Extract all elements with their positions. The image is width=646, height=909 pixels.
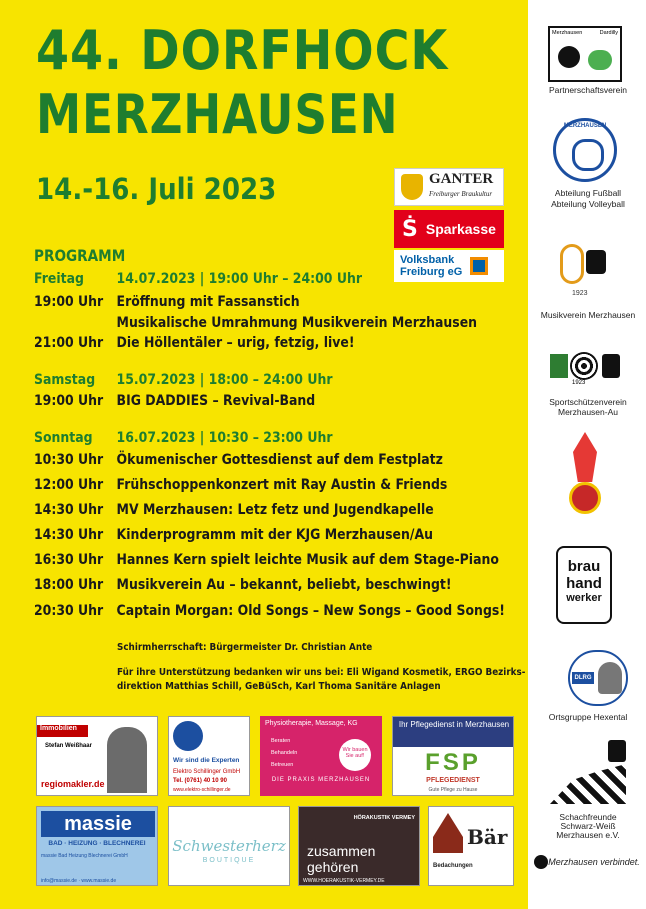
ad-title: Immobilien — [37, 725, 88, 737]
day-info: 16.07.2023 | 10:30 – 23:00 Uhr — [116, 430, 333, 446]
ad-tag: Gute Pflege zu Hause — [428, 787, 478, 793]
bh-l1: brau — [567, 558, 601, 575]
item-text: Frühschoppenkonzert mit Ray Austin & Friends — [116, 477, 448, 493]
program-item — [34, 477, 447, 493]
sparkasse-logo — [394, 210, 504, 248]
ad-line: zusammen — [307, 843, 376, 859]
ad-regiomakler — [36, 716, 158, 796]
person-photo — [107, 727, 147, 793]
feuerwehr-badge-icon — [569, 482, 601, 514]
thanks-line-1: Für ihre Unterstützung bedanken wir uns bei: Eli Wigand Kosmetik, ERGO Bezirks- — [117, 667, 526, 678]
item-text: Musikalische Umrahmung Musikverein Merzhausen — [116, 315, 478, 331]
item-time: 14:30 Uhr — [34, 502, 104, 518]
program-item — [34, 452, 443, 468]
ganter-logo — [394, 168, 504, 206]
item-time: 19:00 Uhr — [34, 393, 104, 409]
eagle-icon — [598, 662, 622, 694]
ganter-sub: Freiburger Braukultur — [429, 190, 493, 198]
program-item — [34, 393, 315, 409]
patron-line: Schirmherrschaft: Bürgermeister Dr. Christian Ante — [117, 642, 373, 653]
shield-icon — [550, 354, 568, 378]
ad-title: Ihr Pflegedienst in Merzhausen — [393, 717, 514, 747]
sparkasse-name: Sparkasse — [425, 221, 496, 237]
dlrg-badge: DLRG — [572, 672, 594, 684]
ad-praxis-merzhausen — [260, 716, 382, 796]
ad-line: Elektro Schillinger GmbH — [173, 769, 241, 775]
horn-icon — [560, 244, 584, 284]
ad-web: WWW.HOERAKUSTIK-VERMEY.DE — [303, 878, 385, 884]
day-info: 15.07.2023 | 18:00 – 24:00 Uhr — [116, 372, 333, 388]
mv-year: 1923 — [572, 290, 588, 297]
flame-icon — [573, 432, 597, 482]
partner-l1: Merzhausen — [552, 30, 583, 36]
saturday-header — [34, 372, 332, 388]
ad-brand: FSP — [425, 749, 481, 776]
sf-caption-3: Merzhausen e.V. — [556, 830, 620, 840]
brauhandwerker-logo — [556, 546, 612, 624]
leaf-icon — [588, 50, 612, 70]
item-text: Captain Morgan: Old Songs – New Songs – Good Songs! — [116, 603, 505, 619]
ad-name: Stefan Weißhaar — [45, 743, 92, 749]
item-text: Ökumenischer Gottesdienst auf dem Festplatz — [116, 452, 443, 468]
item-text: MV Merzhausen: Letz fetz und Jugendkapelle — [116, 502, 434, 518]
volksbank-icon — [470, 257, 488, 275]
item-text: Musikverein Au – bekannt, beliebt, beschwingt! — [116, 577, 452, 593]
ss-caption-1: Sportschützenverein — [549, 397, 627, 407]
item-text: Kinderprogramm mit der KJG Merzhausen/Au — [116, 527, 433, 543]
feuerwehr-logo — [567, 432, 603, 520]
program-item — [34, 603, 505, 619]
ad-elektro-schillinger — [168, 716, 250, 796]
ad-claim: Wir bauen Sie auf! — [339, 739, 371, 771]
item-text: Hannes Kern spielt leichte Musik auf dem Stage-Piano — [116, 552, 499, 568]
program-item — [34, 335, 355, 351]
ad-title: Physiotherapie, Massage, KG — [265, 720, 358, 727]
bh-l2: hand — [566, 575, 602, 592]
target-icon — [570, 352, 598, 380]
item-text: BIG DADDIES – Revival-Band — [116, 393, 316, 409]
title-line-2: MERZHAUSEN — [36, 83, 399, 146]
program-item — [34, 502, 434, 518]
paw-icon — [534, 855, 548, 869]
dlrg-caption: Ortsgruppe Hexental — [548, 712, 628, 722]
program-item — [34, 294, 300, 310]
ad-massie — [36, 806, 158, 886]
ss-year: 1923 — [572, 380, 586, 386]
ad-fsp-pflegedienst — [392, 716, 514, 796]
bear-icon — [586, 250, 606, 274]
schachfreunde-logo — [546, 740, 630, 810]
day-label: Freitag — [34, 271, 84, 287]
musikverein-logo — [560, 240, 610, 302]
ad-brand: massie — [41, 811, 155, 837]
sunday-header — [34, 430, 332, 446]
elektro-logo-icon — [173, 721, 203, 751]
ad-hoerakustik-vermey — [298, 806, 420, 886]
day-info: 14.07.2023 | 19:00 Uhr – 24:00 Uhr — [116, 271, 362, 287]
program-item — [34, 577, 452, 593]
ad-brand: regiomakler.de — [41, 779, 105, 789]
ad-sub: BOUTIQUE — [202, 857, 256, 864]
title-line-1: 44. DORFHOCK — [36, 19, 449, 82]
ad-top: HÖRAKUSTIK VERMEY — [353, 815, 415, 821]
fv-ring: MERZHAUSEN — [563, 123, 607, 129]
volksbank-line2: Freiburg eG — [400, 266, 463, 278]
ad-line: Wir sind die Experten — [173, 757, 240, 764]
bear-icon — [602, 354, 620, 378]
ad-sub: PFLEGEDIENST — [426, 777, 480, 784]
sportschuetzen-logo — [548, 350, 624, 390]
sf-caption-2: Schwarz-Weiß — [560, 821, 616, 831]
dlrg-logo — [568, 650, 628, 706]
chessboard-icon — [550, 764, 626, 804]
ganter-name: GANTER — [429, 171, 494, 187]
item-time: 14:30 Uhr — [34, 527, 104, 543]
ad-sub: BAD · HEIZUNG · BLECHNEREI — [48, 840, 146, 847]
item-text: Eröffnung mit Fassanstich — [116, 294, 300, 310]
ad-line: Tel. (0761) 40 10 90 — [173, 778, 227, 784]
ad-sub: Bedachungen — [433, 863, 473, 869]
fv-caption-2: Abteilung Volleyball — [551, 199, 625, 209]
ad-brand: Bär — [467, 825, 508, 849]
motto: Merzhausen verbindet. — [548, 857, 640, 867]
program-item — [34, 527, 433, 543]
item-time: 21:00 Uhr — [34, 335, 104, 351]
mv-caption: Musikverein Merzhausen — [540, 310, 636, 320]
ad-brand: DIE PRAXIS MERZHAUSEN — [271, 777, 371, 783]
ad-baer — [428, 806, 514, 886]
paw-icon — [558, 46, 580, 68]
ganter-crest-icon — [401, 174, 423, 200]
volksbank-logo — [394, 250, 504, 282]
item-text: Die Höllentäler – urig, fetzig, live! — [116, 335, 355, 351]
ad-line: www.elektro-schillinger.de — [173, 787, 231, 793]
ad-line: gehören — [307, 859, 359, 875]
program-item — [34, 315, 477, 331]
bear-icon — [608, 740, 626, 762]
ad-web: info@massie.de · www.massie.de — [41, 878, 117, 884]
roof-icon — [433, 813, 463, 853]
sf-caption-1: Schachfreunde — [559, 812, 617, 822]
fv-emblem — [572, 139, 604, 171]
day-label: Sonntag — [34, 430, 93, 446]
day-label: Samstag — [34, 372, 96, 388]
item-time: 16:30 Uhr — [34, 552, 104, 568]
fv-crest-icon — [553, 118, 617, 182]
friday-header — [34, 271, 362, 287]
ad-brand: Schwesterherz — [172, 837, 286, 855]
item-time: 10:30 Uhr — [34, 452, 104, 468]
fv-caption-1: Abteilung Fußball — [554, 188, 622, 198]
ad-line: massie Bad Heizung Blechnerei GmbH — [41, 853, 128, 859]
bh-l3: werker — [566, 592, 602, 604]
volksbank-line1: Volksbank — [400, 254, 455, 266]
item-time: 18:00 Uhr — [34, 577, 104, 593]
program-item — [34, 552, 499, 568]
sparkasse-icon: Ṡ — [402, 216, 418, 242]
partner-l2: Dardilly — [599, 30, 618, 36]
item-time: 19:00 Uhr — [34, 294, 104, 310]
ad-schwesterherz — [168, 806, 290, 886]
event-date: 14.-16. Juli 2023 — [36, 172, 277, 206]
ad-items: Beraten Behandeln Betreuen — [271, 738, 298, 768]
item-time: 20:30 Uhr — [34, 603, 104, 619]
program-title: PROGRAMM — [34, 246, 126, 265]
item-time: 12:00 Uhr — [34, 477, 104, 493]
partner-caption: Partnerschaftsverein — [549, 85, 627, 95]
thanks-line-2: direktion Matthias Schill, GeBüSch, Karl Thoma Sanitäre Anlagen — [117, 681, 441, 692]
partnerschaft-logo — [548, 26, 622, 82]
ss-caption-2: Merzhausen-Au — [557, 407, 618, 417]
